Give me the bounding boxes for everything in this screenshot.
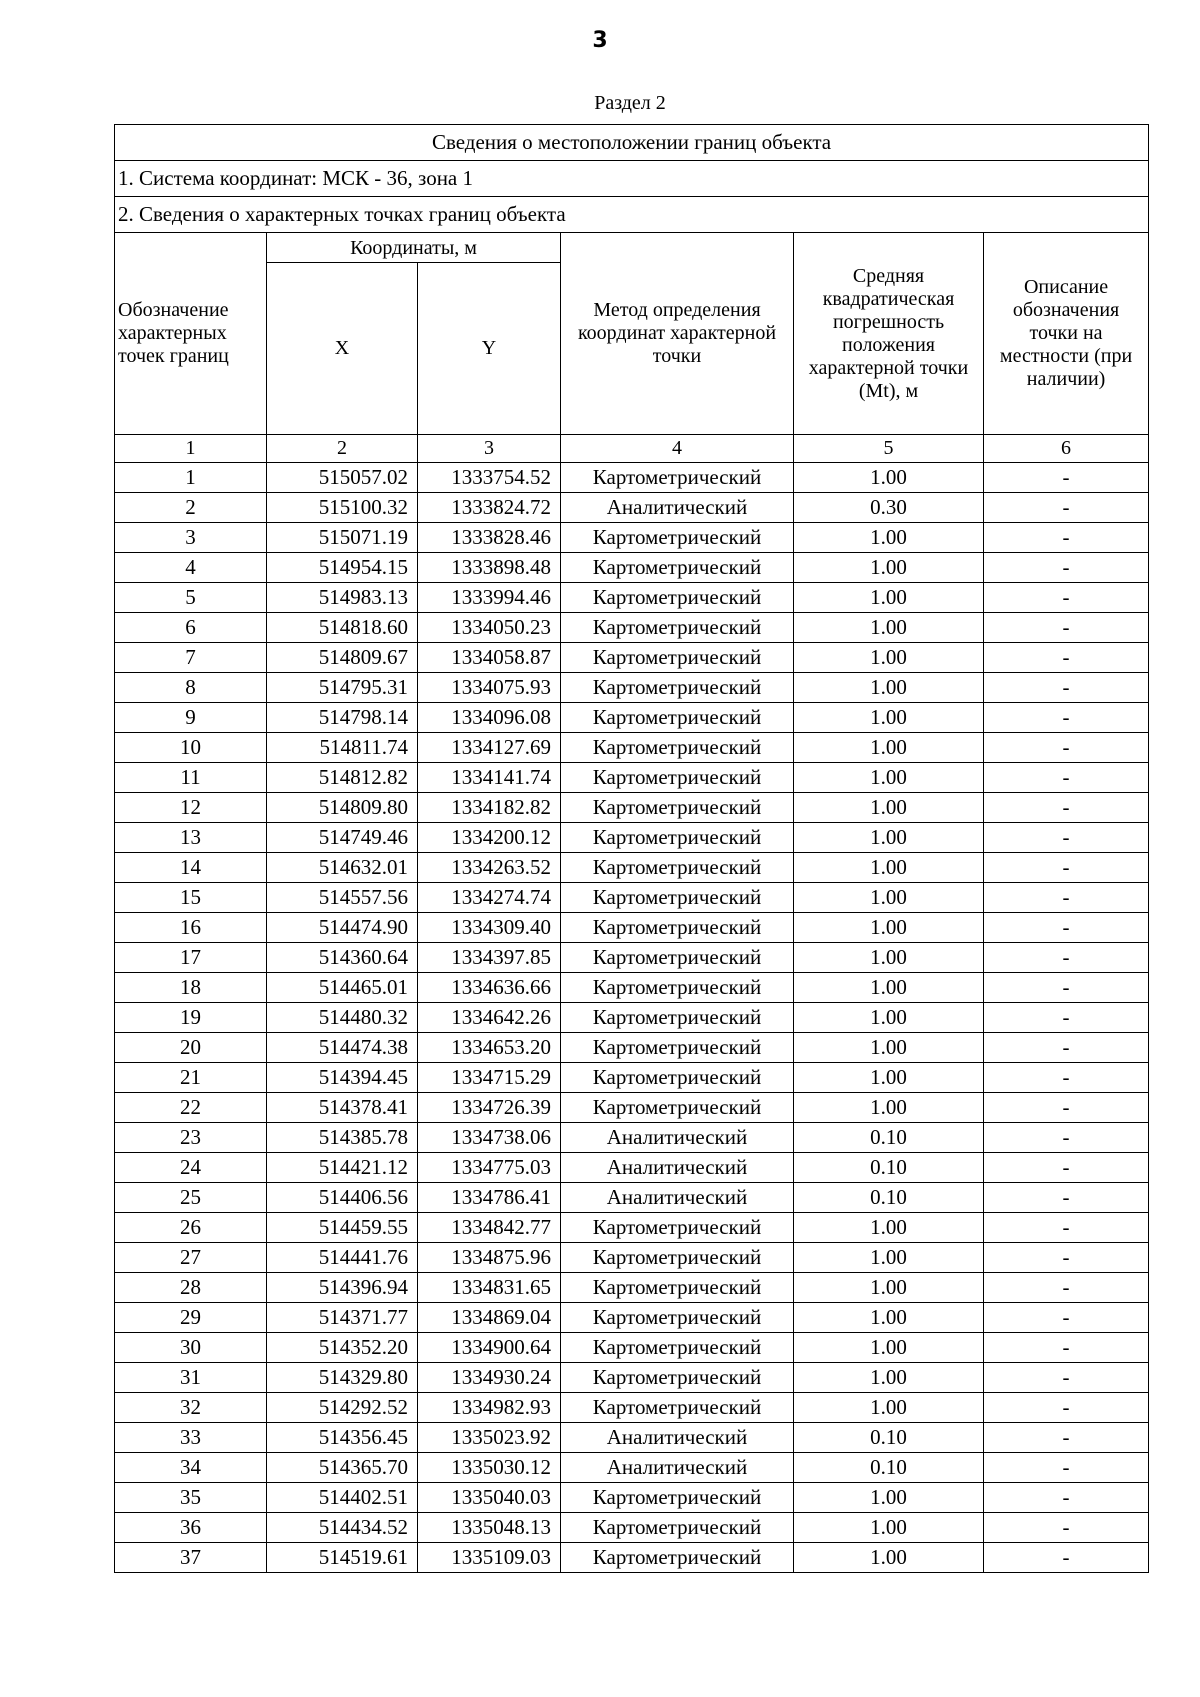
y-coordinate-cell: 1334058.87 — [418, 643, 561, 673]
description-cell: - — [984, 1483, 1149, 1513]
point-number-cell: 25 — [115, 1183, 267, 1213]
y-coordinate-cell: 1334182.82 — [418, 793, 561, 823]
method-cell: Картометрический — [561, 1063, 794, 1093]
y-coordinate-cell: 1334397.85 — [418, 943, 561, 973]
y-coordinate-cell: 1334726.39 — [418, 1093, 561, 1123]
y-coordinate-cell: 1334869.04 — [418, 1303, 561, 1333]
x-coordinate-cell: 514459.55 — [267, 1213, 418, 1243]
point-number-cell: 23 — [115, 1123, 267, 1153]
table-row — [115, 1543, 1149, 1573]
x-coordinate-cell: 514795.31 — [267, 673, 418, 703]
accuracy-cell: 1.00 — [794, 673, 984, 703]
x-coordinate-cell: 514474.90 — [267, 913, 418, 943]
description-cell: - — [984, 823, 1149, 853]
description-cell: - — [984, 1123, 1149, 1153]
accuracy-cell: 1.00 — [794, 1303, 984, 1333]
point-number-cell: 16 — [115, 913, 267, 943]
description-cell: - — [984, 1303, 1149, 1333]
method-cell: Картометрический — [561, 943, 794, 973]
table-row — [115, 1303, 1149, 1333]
table-row — [115, 1213, 1149, 1243]
point-number-cell: 33 — [115, 1423, 267, 1453]
method-cell: Картометрический — [561, 673, 794, 703]
y-coordinate-cell: 1334842.77 — [418, 1213, 561, 1243]
accuracy-cell: 1.00 — [794, 793, 984, 823]
accuracy-cell: 1.00 — [794, 523, 984, 553]
description-cell: - — [984, 1423, 1149, 1453]
header-method: Метод определения координат характерной точки — [561, 233, 794, 435]
accuracy-cell: 1.00 — [794, 703, 984, 733]
method-cell: Аналитический — [561, 1153, 794, 1183]
description-cell: - — [984, 463, 1149, 493]
x-coordinate-cell: 514385.78 — [267, 1123, 418, 1153]
point-number-cell: 1 — [115, 463, 267, 493]
y-coordinate-cell: 1334075.93 — [418, 673, 561, 703]
x-coordinate-cell: 514557.56 — [267, 883, 418, 913]
description-cell: - — [984, 673, 1149, 703]
accuracy-cell: 0.30 — [794, 493, 984, 523]
point-number-cell: 22 — [115, 1093, 267, 1123]
accuracy-cell: 1.00 — [794, 1213, 984, 1243]
x-coordinate-cell: 514983.13 — [267, 583, 418, 613]
table-row — [115, 583, 1149, 613]
table-row — [115, 913, 1149, 943]
method-cell: Картометрический — [561, 703, 794, 733]
table-row — [115, 1273, 1149, 1303]
method-cell: Аналитический — [561, 1123, 794, 1153]
accuracy-cell: 1.00 — [794, 553, 984, 583]
column-number: 1 — [115, 435, 267, 463]
accuracy-cell: 1.00 — [794, 1093, 984, 1123]
point-number-cell: 11 — [115, 763, 267, 793]
x-coordinate-cell: 514394.45 — [267, 1063, 418, 1093]
x-coordinate-cell: 514809.80 — [267, 793, 418, 823]
column-number: 4 — [561, 435, 794, 463]
accuracy-cell: 1.00 — [794, 643, 984, 673]
method-cell: Картометрический — [561, 613, 794, 643]
table-row — [115, 703, 1149, 733]
description-cell: - — [984, 1363, 1149, 1393]
accuracy-cell: 0.10 — [794, 1123, 984, 1153]
section-label: Раздел 2 — [594, 92, 666, 114]
method-cell: Картометрический — [561, 763, 794, 793]
accuracy-cell: 1.00 — [794, 1063, 984, 1093]
point-number-cell: 4 — [115, 553, 267, 583]
table-row — [115, 883, 1149, 913]
table-row — [115, 1453, 1149, 1483]
description-cell: - — [984, 703, 1149, 733]
description-cell: - — [984, 793, 1149, 823]
method-cell: Картометрический — [561, 463, 794, 493]
description-cell: - — [984, 973, 1149, 1003]
points-heading-row: 2. Сведения о характерных точках границ объекта — [115, 197, 1149, 233]
x-coordinate-cell: 514812.82 — [267, 763, 418, 793]
coord-system-row: 1. Система координат: МСК - 36, зона 1 — [115, 161, 1149, 197]
method-cell: Картометрический — [561, 1093, 794, 1123]
method-cell: Картометрический — [561, 1273, 794, 1303]
header-description: Описание обозначения точки на местности (при наличии) — [984, 233, 1149, 435]
point-number-cell: 31 — [115, 1363, 267, 1393]
y-coordinate-cell: 1334309.40 — [418, 913, 561, 943]
method-cell: Картометрический — [561, 1243, 794, 1273]
description-cell: - — [984, 1153, 1149, 1183]
column-number: 2 — [267, 435, 418, 463]
y-coordinate-cell: 1334786.41 — [418, 1183, 561, 1213]
y-coordinate-cell: 1333754.52 — [418, 463, 561, 493]
description-cell: - — [984, 583, 1149, 613]
description-cell: - — [984, 1243, 1149, 1273]
point-number-cell: 13 — [115, 823, 267, 853]
x-coordinate-cell: 515071.19 — [267, 523, 418, 553]
method-cell: Картометрический — [561, 733, 794, 763]
y-coordinate-cell: 1334096.08 — [418, 703, 561, 733]
table-row — [115, 1093, 1149, 1123]
description-cell: - — [984, 1003, 1149, 1033]
y-coordinate-cell: 1334930.24 — [418, 1363, 561, 1393]
description-cell: - — [984, 883, 1149, 913]
table-row — [115, 823, 1149, 853]
table-row — [115, 613, 1149, 643]
table-row — [115, 1003, 1149, 1033]
x-coordinate-cell: 514329.80 — [267, 1363, 418, 1393]
x-coordinate-cell: 514371.77 — [267, 1303, 418, 1333]
method-cell: Картометрический — [561, 1483, 794, 1513]
y-coordinate-cell: 1334875.96 — [418, 1243, 561, 1273]
accuracy-cell: 1.00 — [794, 1033, 984, 1063]
y-coordinate-cell: 1334141.74 — [418, 763, 561, 793]
description-cell: - — [984, 643, 1149, 673]
table-row — [115, 493, 1149, 523]
description-cell: - — [984, 1543, 1149, 1573]
x-coordinate-cell: 514954.15 — [267, 553, 418, 583]
x-coordinate-cell: 514292.52 — [267, 1393, 418, 1423]
y-coordinate-cell: 1334775.03 — [418, 1153, 561, 1183]
table-row — [115, 1483, 1149, 1513]
header-y: Y — [418, 263, 561, 435]
header-coordinates: Координаты, м — [267, 233, 561, 263]
x-coordinate-cell: 515100.32 — [267, 493, 418, 523]
x-coordinate-cell: 514356.45 — [267, 1423, 418, 1453]
method-cell: Картометрический — [561, 973, 794, 1003]
y-coordinate-cell: 1334831.65 — [418, 1273, 561, 1303]
table-row — [115, 1153, 1149, 1183]
y-coordinate-cell: 1334738.06 — [418, 1123, 561, 1153]
accuracy-cell: 1.00 — [794, 1543, 984, 1573]
point-number-cell: 29 — [115, 1303, 267, 1333]
description-cell: - — [984, 523, 1149, 553]
y-coordinate-cell: 1334263.52 — [418, 853, 561, 883]
point-number-cell: 35 — [115, 1483, 267, 1513]
description-cell: - — [984, 1513, 1149, 1543]
description-cell: - — [984, 1393, 1149, 1423]
y-coordinate-cell: 1333828.46 — [418, 523, 561, 553]
table-row — [115, 1123, 1149, 1153]
x-coordinate-cell: 514352.20 — [267, 1333, 418, 1363]
accuracy-cell: 1.00 — [794, 913, 984, 943]
point-number-cell: 3 — [115, 523, 267, 553]
point-number-cell: 27 — [115, 1243, 267, 1273]
method-cell: Аналитический — [561, 1453, 794, 1483]
point-number-cell: 21 — [115, 1063, 267, 1093]
point-number-cell: 30 — [115, 1333, 267, 1363]
accuracy-cell: 0.10 — [794, 1153, 984, 1183]
description-cell: - — [984, 1063, 1149, 1093]
description-cell: - — [984, 1453, 1149, 1483]
method-cell: Картометрический — [561, 1303, 794, 1333]
method-cell: Картометрический — [561, 1003, 794, 1033]
y-coordinate-cell: 1334127.69 — [418, 733, 561, 763]
method-cell: Картометрический — [561, 1543, 794, 1573]
x-coordinate-cell: 514818.60 — [267, 613, 418, 643]
x-coordinate-cell: 514402.51 — [267, 1483, 418, 1513]
description-cell: - — [984, 1093, 1149, 1123]
y-coordinate-cell: 1334715.29 — [418, 1063, 561, 1093]
point-number-cell: 15 — [115, 883, 267, 913]
point-number-cell: 7 — [115, 643, 267, 673]
point-number-cell: 36 — [115, 1513, 267, 1543]
x-coordinate-cell: 514365.70 — [267, 1453, 418, 1483]
accuracy-cell: 1.00 — [794, 1243, 984, 1273]
accuracy-cell: 0.10 — [794, 1183, 984, 1213]
point-number-cell: 14 — [115, 853, 267, 883]
accuracy-cell: 1.00 — [794, 763, 984, 793]
point-number-cell: 6 — [115, 613, 267, 643]
description-cell: - — [984, 613, 1149, 643]
description-cell: - — [984, 1333, 1149, 1363]
y-coordinate-cell: 1335040.03 — [418, 1483, 561, 1513]
description-cell: - — [984, 1273, 1149, 1303]
method-cell: Картометрический — [561, 913, 794, 943]
x-coordinate-cell: 514406.56 — [267, 1183, 418, 1213]
table-row — [115, 973, 1149, 1003]
x-coordinate-cell: 514434.52 — [267, 1513, 418, 1543]
x-coordinate-cell: 515057.02 — [267, 463, 418, 493]
method-cell: Картометрический — [561, 1363, 794, 1393]
accuracy-cell: 1.00 — [794, 613, 984, 643]
method-cell: Картометрический — [561, 1033, 794, 1063]
description-cell: - — [984, 943, 1149, 973]
point-number-cell: 32 — [115, 1393, 267, 1423]
y-coordinate-cell: 1335023.92 — [418, 1423, 561, 1453]
column-number: 3 — [418, 435, 561, 463]
y-coordinate-cell: 1335030.12 — [418, 1453, 561, 1483]
point-number-cell: 24 — [115, 1153, 267, 1183]
x-coordinate-cell: 514465.01 — [267, 973, 418, 1003]
accuracy-cell: 1.00 — [794, 973, 984, 1003]
accuracy-cell: 1.00 — [794, 883, 984, 913]
table-row — [115, 853, 1149, 883]
x-coordinate-cell: 514480.32 — [267, 1003, 418, 1033]
accuracy-cell: 1.00 — [794, 853, 984, 883]
point-number-cell: 12 — [115, 793, 267, 823]
description-cell: - — [984, 853, 1149, 883]
description-cell: - — [984, 493, 1149, 523]
table-row — [115, 643, 1149, 673]
x-coordinate-cell: 514809.67 — [267, 643, 418, 673]
point-number-cell: 20 — [115, 1033, 267, 1063]
y-coordinate-cell: 1333994.46 — [418, 583, 561, 613]
point-number-cell: 34 — [115, 1453, 267, 1483]
x-coordinate-cell: 514378.41 — [267, 1093, 418, 1123]
table-row — [115, 943, 1149, 973]
table-row — [115, 1423, 1149, 1453]
accuracy-cell: 1.00 — [794, 583, 984, 613]
table-row — [115, 1183, 1149, 1213]
boundary-points-table — [114, 124, 1149, 1573]
point-number-cell: 2 — [115, 493, 267, 523]
table-row — [115, 763, 1149, 793]
table-row — [115, 1363, 1149, 1393]
x-coordinate-cell: 514421.12 — [267, 1153, 418, 1183]
column-number: 5 — [794, 435, 984, 463]
method-cell: Картометрический — [561, 853, 794, 883]
table-row — [115, 523, 1149, 553]
table-title: Сведения о местоположении границ объекта — [115, 125, 1149, 161]
method-cell: Картометрический — [561, 553, 794, 583]
table-row — [115, 733, 1149, 763]
method-cell: Картометрический — [561, 643, 794, 673]
point-number-cell: 18 — [115, 973, 267, 1003]
method-cell: Картометрический — [561, 1393, 794, 1423]
method-cell: Аналитический — [561, 1183, 794, 1213]
y-coordinate-cell: 1335048.13 — [418, 1513, 561, 1543]
method-cell: Картометрический — [561, 883, 794, 913]
point-number-cell: 26 — [115, 1213, 267, 1243]
method-cell: Картометрический — [561, 823, 794, 853]
x-coordinate-cell: 514749.46 — [267, 823, 418, 853]
y-coordinate-cell: 1334200.12 — [418, 823, 561, 853]
y-coordinate-cell: 1334900.64 — [418, 1333, 561, 1363]
y-coordinate-cell: 1334636.66 — [418, 973, 561, 1003]
table-row — [115, 793, 1149, 823]
accuracy-cell: 1.00 — [794, 1003, 984, 1033]
point-number-cell: 28 — [115, 1273, 267, 1303]
x-coordinate-cell: 514519.61 — [267, 1543, 418, 1573]
y-coordinate-cell: 1334653.20 — [418, 1033, 561, 1063]
x-coordinate-cell: 514474.38 — [267, 1033, 418, 1063]
table-row — [115, 553, 1149, 583]
x-coordinate-cell: 514811.74 — [267, 733, 418, 763]
point-number-cell: 19 — [115, 1003, 267, 1033]
y-coordinate-cell: 1335109.03 — [418, 1543, 561, 1573]
accuracy-cell: 1.00 — [794, 823, 984, 853]
table-row — [115, 673, 1149, 703]
description-cell: - — [984, 733, 1149, 763]
description-cell: - — [984, 913, 1149, 943]
y-coordinate-cell: 1333824.72 — [418, 493, 561, 523]
description-cell: - — [984, 763, 1149, 793]
table-row — [115, 1063, 1149, 1093]
method-cell: Аналитический — [561, 493, 794, 523]
header-x: X — [267, 263, 418, 435]
method-cell: Картометрический — [561, 1333, 794, 1363]
accuracy-cell: 1.00 — [794, 1393, 984, 1423]
accuracy-cell: 1.00 — [794, 943, 984, 973]
method-cell: Картометрический — [561, 793, 794, 823]
description-cell: - — [984, 553, 1149, 583]
method-cell: Аналитический — [561, 1423, 794, 1453]
point-number-cell: 10 — [115, 733, 267, 763]
x-coordinate-cell: 514396.94 — [267, 1273, 418, 1303]
point-number-cell: 9 — [115, 703, 267, 733]
description-cell: - — [984, 1183, 1149, 1213]
y-coordinate-cell: 1334274.74 — [418, 883, 561, 913]
point-number-cell: 5 — [115, 583, 267, 613]
method-cell: Картометрический — [561, 583, 794, 613]
accuracy-cell: 1.00 — [794, 1273, 984, 1303]
point-number-cell: 17 — [115, 943, 267, 973]
y-coordinate-cell: 1333898.48 — [418, 553, 561, 583]
accuracy-cell: 1.00 — [794, 1333, 984, 1363]
point-number-cell: 37 — [115, 1543, 267, 1573]
point-number-cell: 8 — [115, 673, 267, 703]
column-number: 6 — [984, 435, 1149, 463]
y-coordinate-cell: 1334642.26 — [418, 1003, 561, 1033]
x-coordinate-cell: 514632.01 — [267, 853, 418, 883]
description-cell: - — [984, 1213, 1149, 1243]
y-coordinate-cell: 1334982.93 — [418, 1393, 561, 1423]
y-coordinate-cell: 1334050.23 — [418, 613, 561, 643]
table-row — [115, 463, 1149, 493]
accuracy-cell: 1.00 — [794, 463, 984, 493]
accuracy-cell: 1.00 — [794, 1483, 984, 1513]
table-row — [115, 1243, 1149, 1273]
table-row — [115, 1033, 1149, 1063]
column-numbers-row — [115, 435, 1149, 463]
method-cell: Картометрический — [561, 1213, 794, 1243]
accuracy-cell: 1.00 — [794, 1363, 984, 1393]
table-row — [115, 1333, 1149, 1363]
x-coordinate-cell: 514441.76 — [267, 1243, 418, 1273]
x-coordinate-cell: 514798.14 — [267, 703, 418, 733]
table-row — [115, 1513, 1149, 1543]
description-cell: - — [984, 1033, 1149, 1063]
accuracy-cell: 0.10 — [794, 1453, 984, 1483]
header-point-designation: Обозначение характерных точек границ — [115, 233, 267, 435]
method-cell: Картометрический — [561, 523, 794, 553]
x-coordinate-cell: 514360.64 — [267, 943, 418, 973]
accuracy-cell: 1.00 — [794, 1513, 984, 1543]
accuracy-cell: 1.00 — [794, 733, 984, 763]
accuracy-cell: 0.10 — [794, 1423, 984, 1453]
page-number: 3 — [592, 28, 608, 53]
method-cell: Картометрический — [561, 1513, 794, 1543]
table-row — [115, 1393, 1149, 1423]
header-accuracy: Средняя квадратическая погрешность положения характерной точки (Mt), м — [794, 233, 984, 435]
